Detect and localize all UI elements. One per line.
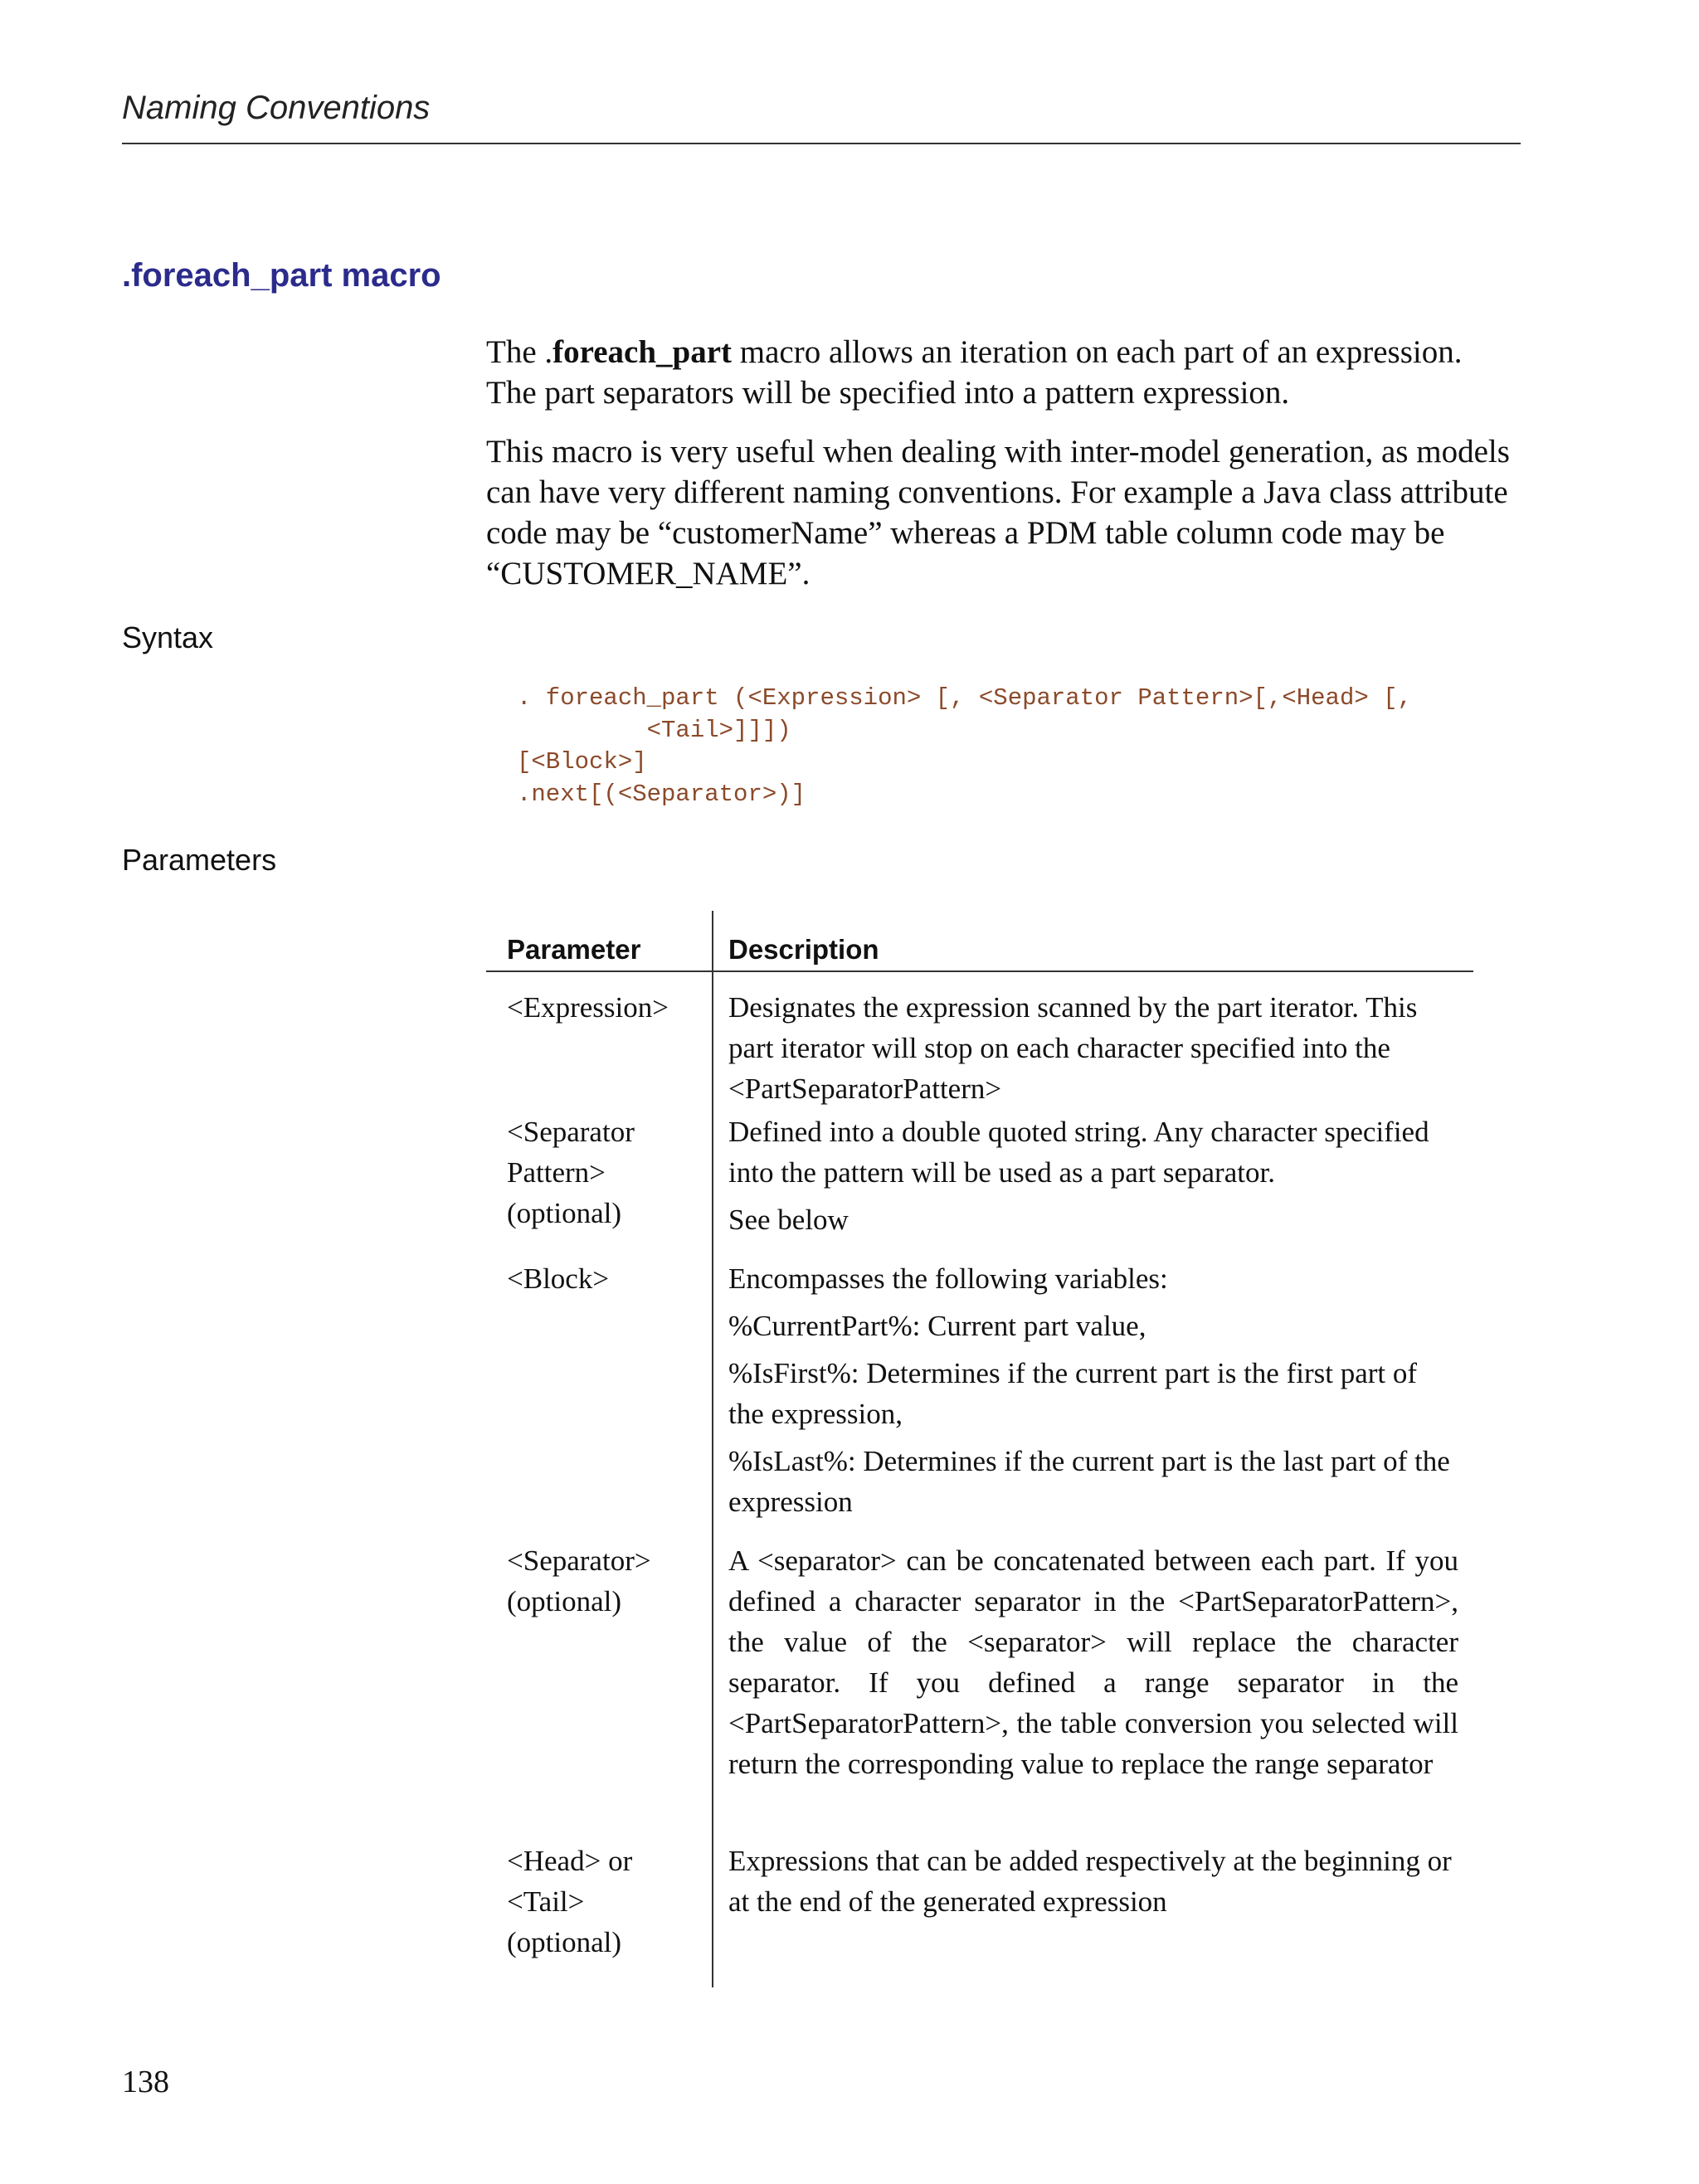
table-row	[486, 1841, 1473, 1973]
intro-text	[486, 332, 1519, 612]
section-title: .foreach_part macro	[122, 257, 441, 294]
description-line: See below	[728, 1204, 849, 1236]
param-name: <Separator> (optional)	[507, 1544, 651, 1617]
param-name: <Expression>	[507, 991, 669, 1024]
param-name: <Head> or <Tail> (optional)	[507, 1845, 633, 1958]
description-line: %IsLast%: Determines if the current part is the last part of the expression	[728, 1445, 1450, 1518]
param-description	[706, 1258, 1458, 1540]
description-line: Encompasses the following variables:	[728, 1262, 1168, 1295]
param-description	[706, 987, 1458, 1111]
column-header-description: Description	[728, 934, 879, 965]
parameters-table	[486, 911, 1473, 1973]
param-description	[706, 1841, 1458, 1973]
description-line: Designates the expression scanned by the part iterator. This part iterator will stop on each character specified into the <PartSeparatorPattern>	[728, 991, 1418, 1105]
syntax-code: . foreach_part (<Expression> [, <Separator Pattern>[,<Head> [, <Tail>]]]) [<Block>] .next[(<Separator>)]	[517, 684, 1412, 808]
table-row	[486, 1540, 1473, 1841]
table-row	[486, 1111, 1473, 1258]
syntax-label: Syntax	[122, 620, 214, 654]
intro-p1-after: macro allows an iteration on each part of an expression. The part separators will be specified into a pattern expression.	[486, 334, 1463, 411]
parameters-label: Parameters	[122, 843, 277, 877]
description-line: %IsFirst%: Determines if the current part is the first part of the expression,	[728, 1357, 1418, 1430]
description-line: %CurrentPart%: Current part value,	[728, 1310, 1146, 1342]
page-number: 138	[122, 2065, 169, 2099]
param-name: <Separator Pattern> (optional)	[507, 1116, 635, 1229]
table-header	[486, 911, 1473, 972]
header-rule	[122, 143, 1521, 144]
table-row	[486, 972, 1473, 1111]
intro-p1-before: The .	[486, 334, 553, 370]
description-line: Expressions that can be added respectively at the beginning or at the end of the generated expression	[728, 1845, 1452, 1918]
running-header: Naming Conventions	[122, 90, 431, 126]
table-row	[486, 1258, 1473, 1540]
description-line: A <separator> can be concatenated between each part. If you defined a character separator in the <PartSeparatorPattern>, the value of the <separator> will replace the character separator. If you defined a range separator in the <PartSeparatorPattern>, the table conversion you selected will return the corresponding value to replace the range separator	[728, 1544, 1458, 1780]
description-line: Defined into a double quoted string. Any character specified into the pattern will be used as a part separator.	[728, 1116, 1429, 1189]
intro-paragraph-1	[486, 332, 1519, 413]
column-header-parameter: Parameter	[507, 934, 641, 965]
param-description	[706, 1111, 1458, 1258]
param-description	[706, 1540, 1458, 1841]
table-column-divider	[712, 911, 713, 1987]
intro-paragraph-2: This macro is very useful when dealing with inter-model generation, as models can have very different naming conventions. For example a Java class attribute code may be “customerName” whereas a PDM table column code may be “CUSTOMER_NAME”.	[486, 434, 1510, 591]
macro-name: foreach_part	[553, 334, 733, 370]
param-name: <Block>	[507, 1262, 610, 1295]
